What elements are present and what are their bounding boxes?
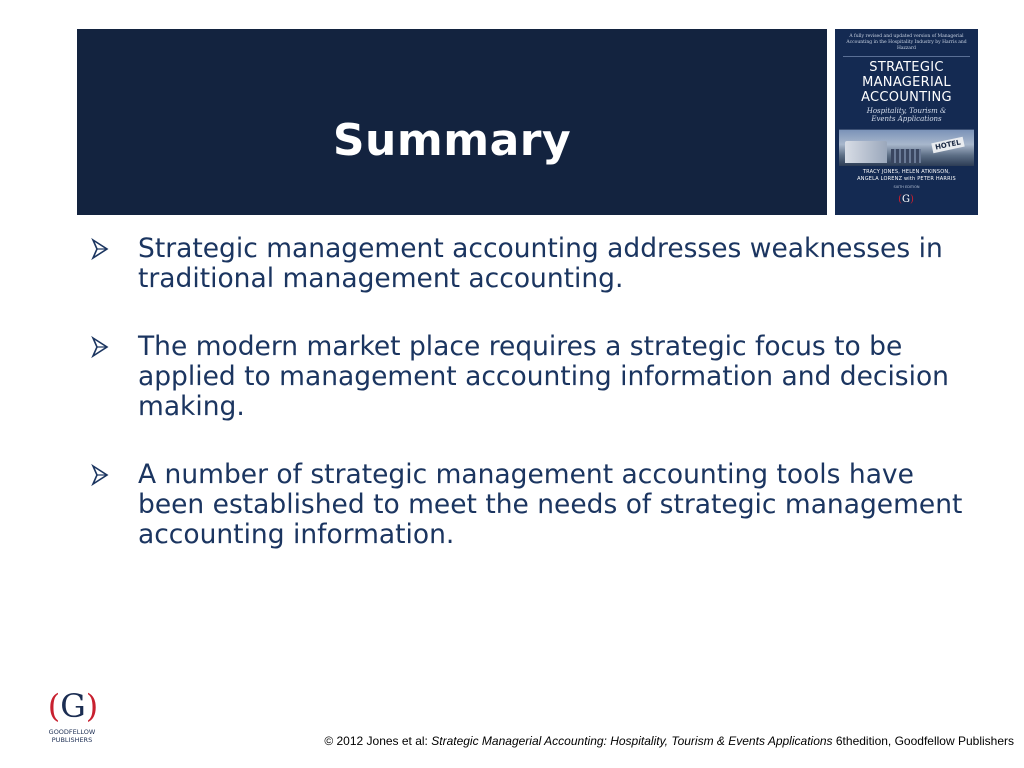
cover-subtitle-line: Hospitality, Tourism & xyxy=(866,107,947,115)
cover-photo-hotel-sign: HOTEL xyxy=(931,137,964,153)
cover-title-line: ACCOUNTING xyxy=(861,90,952,105)
footer-book-title: Strategic Managerial Accounting: Hospitality, Tourism & Events Applications xyxy=(431,734,833,748)
goodfellow-logo-icon: (G) xyxy=(47,687,99,725)
bullet-item xyxy=(90,460,980,550)
bullet-list xyxy=(90,234,980,588)
bullet-item xyxy=(90,234,980,294)
cover-logo-letter: G xyxy=(902,194,910,205)
cover-photo-crowd xyxy=(891,149,921,163)
logo-letter: G xyxy=(60,687,86,725)
bullet-text: Strategic management accounting addresses weaknesses in traditional management accounting. xyxy=(138,233,943,294)
cover-authors xyxy=(839,169,974,183)
bullet-text: The modern market place requires a strategic focus to be applied to management accounting information and decision making. xyxy=(138,331,949,422)
publisher-logo-text xyxy=(40,728,104,744)
cover-title-line: STRATEGIC xyxy=(869,60,944,75)
cover-tagline: A fully revised and updated version of Managerial Accounting in the Hospitality Industry by Harris and Hazzard xyxy=(843,34,970,57)
cover-title-line: MANAGERIAL xyxy=(862,75,951,90)
bullet-text: A number of strategic management accounting tools have been established to meet the needs of strategic management accounting information. xyxy=(138,459,963,550)
slide-title: Summary xyxy=(332,115,572,166)
title-band xyxy=(77,29,827,215)
bullet-item xyxy=(90,332,980,422)
publisher-logo-line: PUBLISHERS xyxy=(51,736,93,744)
footer-suffix: 6thedition, Goodfellow Publishers xyxy=(832,734,1014,748)
cover-publisher-logo-icon: (G) xyxy=(898,194,914,205)
cover-edition: SIXTH EDITION xyxy=(893,185,920,189)
arrow-bullet-icon xyxy=(90,236,110,262)
cover-subtitle-line: Events Applications xyxy=(871,115,942,123)
footer-prefix: © 2012 Jones et al: xyxy=(324,734,432,748)
copyright-footer xyxy=(324,734,1014,748)
arrow-bullet-icon xyxy=(90,334,110,360)
cover-subtitle xyxy=(843,107,970,123)
publisher-logo xyxy=(40,686,104,748)
cover-title xyxy=(839,60,974,105)
publisher-logo-line: GOODFELLOW xyxy=(48,728,96,736)
cover-authors-line: TRACY JONES, HELEN ATKINSON, xyxy=(862,169,951,175)
cover-photo xyxy=(839,129,974,166)
book-cover-image xyxy=(835,29,978,215)
cover-photo-building xyxy=(845,141,887,163)
cover-authors-line: ANGELA LORENZ with PETER HARRIS xyxy=(857,176,956,182)
arrow-bullet-icon xyxy=(90,462,110,488)
